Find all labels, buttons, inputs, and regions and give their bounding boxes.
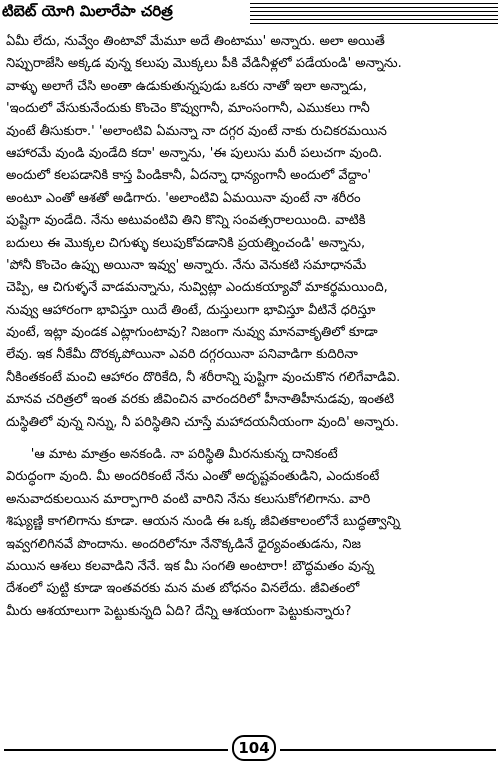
header-rule [250,19,498,20]
text-line: శిష్యుణ్ణి కాగలిగాను కూడా. ఆయన నుండి ఈ ఒక్క జీవితకాలంలోనే బుద్ధత్వాన్ని [6,514,401,530]
text-line: వుంటే, ఇట్లా వుండక ఎట్లాగుంటావు? నిజంగా నువ్వు మానవాకృతిలో కూడా [6,325,378,341]
text-line: అంటూ ఎంతో ఆశతో అడిగారు. 'అలాంటివి ఏమయినా వుంటే నా శరీరం [6,190,361,206]
text-line: ఇవ్వగలిగినవే పొందాను. అందరిలోనూ నేనొక్కడినే ధైర్యవంతుడను, నిజ [6,536,361,552]
book-title: టిబెట్ యోగి మిలారేపా చరిత్ర [2,2,179,24]
footer-rule-right [280,749,496,751]
text-line: బదులు ఈ మొక్కల చిగుళ్ళు కలుపుకోవడానికి ప్రయత్నించండి' అన్నాను, [6,235,366,251]
text-line: నిప్పురాజేసి అక్కడ వున్న కలుపు మొక్కలు పీకి వేడినీళ్లలో పడేయండి' అన్నాను. [6,56,402,72]
text-line: 'ఆ మాట మాత్రం అనకండి. నా పరిస్థితి మీరనుకున్న దానికంటే [6,447,338,463]
header-rule [250,3,498,4]
page-footer [0,731,500,761]
text-line: అందులో కలపడానికి కాస్త పిండికానీ, ఏదన్నా ధాన్యంగానీ అందులో వేద్దాం' [6,168,372,184]
header-rule [250,11,498,12]
page-number: 104 [232,735,276,761]
text-line: పుష్టిగా వుండేది. నేను అటువంటివి తిని కొన్ని సంవత్సరాలయింది. వాటికి [6,213,366,229]
text-line: మయిన ఆశలు కలవాడిని నేనే. ఇక మీ సంగతి అంటారా! బౌద్ధమతం వున్న [6,558,375,574]
text-line: లేవు. ఇక నీకేమీ దొరక్కపోయినా ఎవరి దగ్గరయినా పనివాడిగా కుదిరినా [6,347,358,363]
page-body [6,31,494,623]
text-line: విరుద్ధంగా వుంది. మీ అందరికంటే నేను ఎంతో అదృష్టవంతుడిని, ఎందుకంటే [6,469,380,485]
text-line: 'పోనీ కొంచెం ఉప్పు అయినా ఇవ్వు' అన్నారు. నేను వెనుకటి సమాధానమే [6,257,367,273]
text-line: మానవ చరిత్రలో ఇంత వరకు జీవించిన వారందరిలో హీనాతిహీనుడవు, ఇంతటి [6,392,395,408]
text-line: నువ్వు ఆహారంగా భావిస్తూ యిదే తింటే, దుస్తులుగా భావిస్తూ వీటినే ధరిస్తూ [6,302,376,318]
header-rule [250,15,498,16]
text-line: అనువాదకులయిన మార్పాగారి వంటి వారిని నేను కలుసుకోగలిగాను. వారి [6,491,371,507]
text-line: ఆహారమే వుండి వుండేది కదా' అన్నాను, 'ఈ పులుసు మరీ పలుచగా వుంది. [6,145,383,161]
paragraph [6,444,494,623]
text-line: వాళ్ళు అలాగే చేసి అంతా ఉడుకుతున్నపుడు ఒకరు నాతో ఇలా అన్నాడు, [6,78,367,94]
paragraph [6,31,494,434]
header-rule [250,23,498,24]
text-line: దుస్థితిలో వున్న నిన్ను, నీ పరిస్థితిని చూస్తే మహాదయనీయంగా వుంది' అన్నారు. [6,414,399,430]
footer-rule-left [4,749,228,751]
paragraph-gap [6,434,494,444]
text-line: చెప్పి, ఆ చిగుళ్ళనే వాడమన్నాను, నువ్విట్లా ఎందుకయ్యావో మాకర్థమయింది, [6,280,388,296]
running-header [0,0,500,26]
text-line: వుంటే తీసుకురా.' 'అలాంటివి ఏమన్నా నా దగ్గర వుంటే నాకు రుచికరమయిన [6,123,387,139]
text-line: ఏమీ లేదు, నువ్వేం తింటావో మేమూ అదే తింటాము' అన్నారు. అలా అయితే [6,34,385,49]
text-line: మీరు ఆశయాలుగా పెట్టుకున్నది ఏది? దేన్ని ఆశయంగా పెట్టుకున్నారు? [6,603,352,619]
text-line: నీకింతకంటే మంచి ఆహారం దొరికేది, నీ శరీరాన్ని పుష్టిగా వుంచుకొన గలిగేవాడివి. [6,369,401,385]
text-line: దేశంలో పుట్టి కూడా ఇంతవరకు మన మత బోధనం వినలేదు. జీవితంలో [6,581,360,597]
text-line: 'ఇందులో వేసుకునేందుకు కొంచెం కొవ్వుగానీ, మాంసంగానీ, ఎముకలు గానీ [6,101,370,117]
header-rule [250,7,498,8]
